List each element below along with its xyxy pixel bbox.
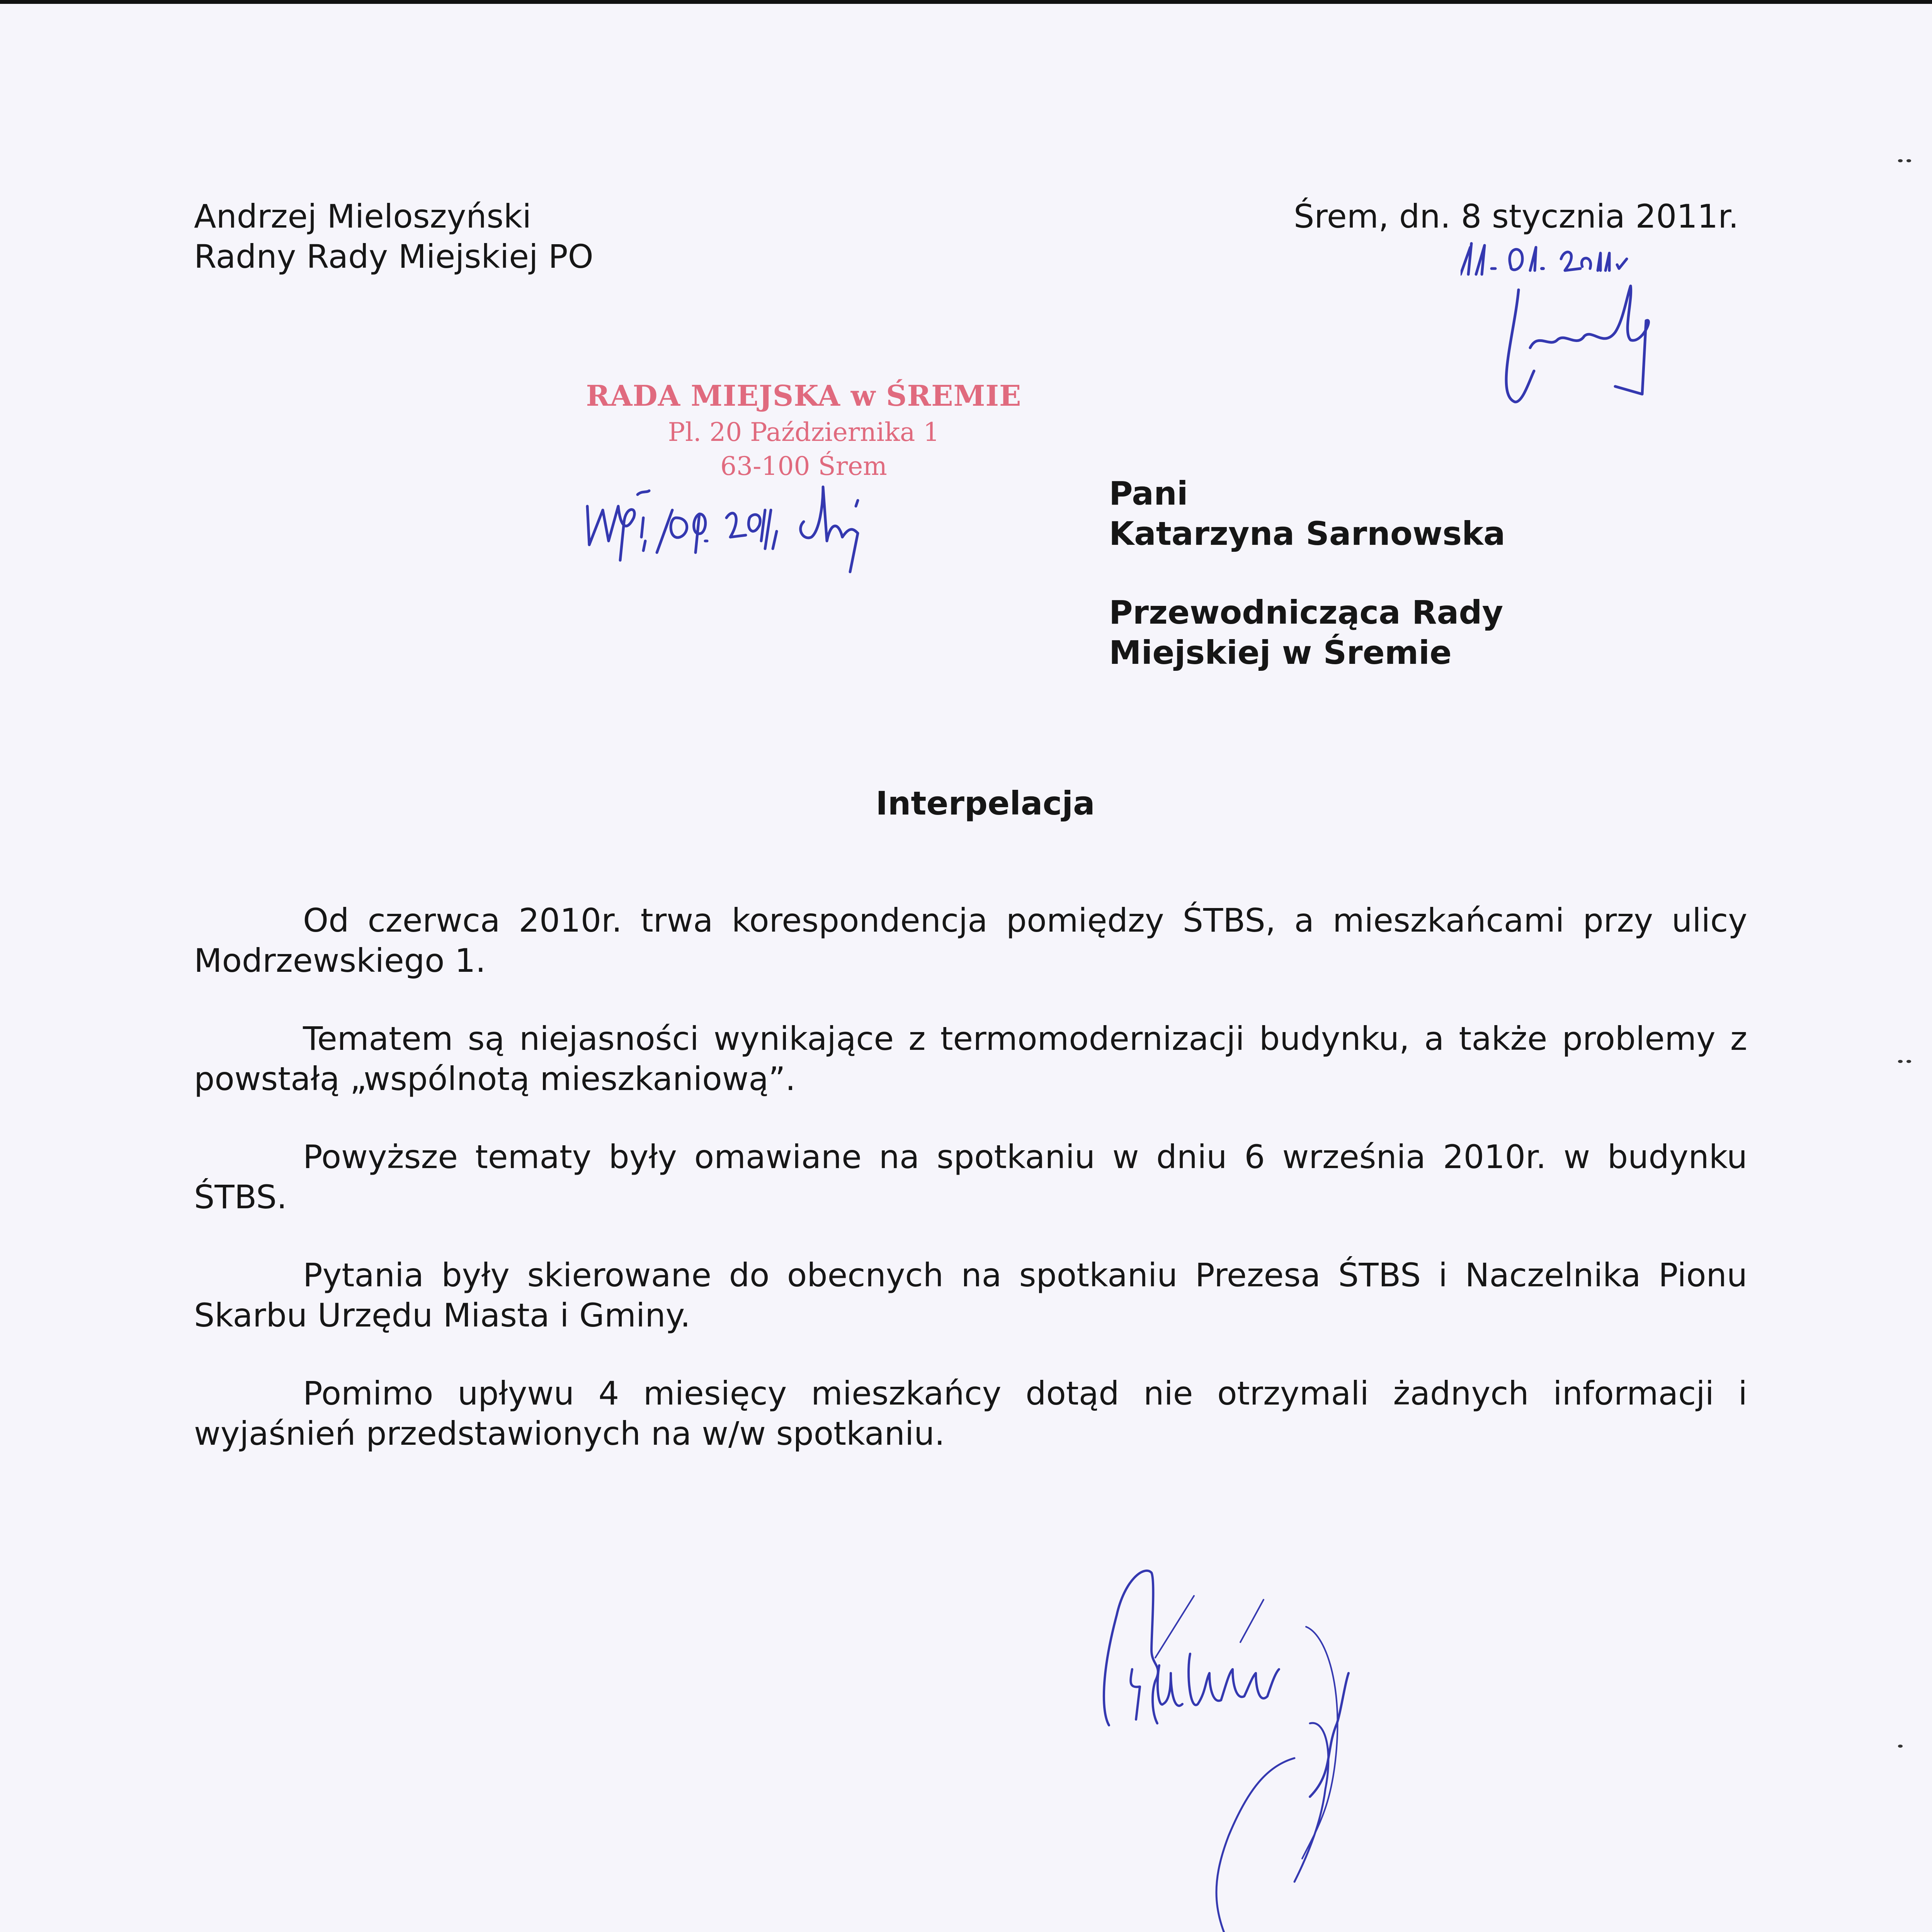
sender-name: Andrzej Mieloszyński — [194, 197, 532, 235]
scan-speck — [1906, 159, 1911, 162]
stamp-line-1: RADA MIEJSKA w ŚREMIE — [586, 379, 1022, 413]
recipient-position-line-1: Przewodnicząca Rady — [1109, 594, 1503, 631]
body-paragraph: Pytania były skierowane do obecnych na spotkaniu Prezesa ŚTBS i Naczelnika Pionu Skarbu Urzędu Miasta i Gminy. — [194, 1256, 1747, 1334]
scan-speck — [1898, 159, 1903, 162]
recipient-salutation: Pani — [1109, 474, 1188, 512]
document-title: Interpelacja — [876, 784, 1095, 822]
body-paragraph: Od czerwca 2010r. trwa korespondencja pomiędzy ŚTBS, a mieszkańcami przy ulicy Modrzewskiego 1. — [194, 901, 1747, 980]
recipient-block — [1109, 473, 1505, 673]
scan-speck — [1906, 1060, 1911, 1063]
recipient-position-line-2: Miejskiej w Śremie — [1109, 634, 1452, 672]
scan-top-edge — [0, 0, 1932, 4]
body-paragraph: Tematem są niejasności wynikające z termomodernizacji budynku, a także problemy z powstałą „wspólnotą mieszkaniową”. — [194, 1020, 1747, 1098]
stamp-line-3: 63-100 Śrem — [720, 451, 887, 481]
letter-body — [194, 900, 1747, 1492]
sender-title: Radny Rady Miejskiej PO — [194, 238, 594, 276]
sender-block — [194, 196, 594, 277]
handwritten-received-date — [1461, 232, 1808, 425]
place-date: Śrem, dn. 8 stycznia 2011r. — [1294, 197, 1739, 235]
body-paragraph: Pomimo upływu 4 miesięcy mieszkańcy dotąd nie otrzymali żadnych informacji i wyjaśnień przedstawionych na w/w spotkaniu. — [194, 1374, 1747, 1452]
author-signature — [1094, 1557, 1634, 1932]
scan-speck — [1898, 1060, 1903, 1063]
handwritten-registry-note — [580, 464, 1043, 580]
scan-speck — [1898, 1745, 1903, 1748]
stamp-line-2: Pl. 20 Października 1 — [668, 417, 940, 447]
body-paragraph: Powyższe tematy były omawiane na spotkaniu w dniu 6 września 2010r. w budynku ŚTBS. — [194, 1138, 1747, 1216]
recipient-name: Katarzyna Sarnowska — [1109, 515, 1505, 553]
